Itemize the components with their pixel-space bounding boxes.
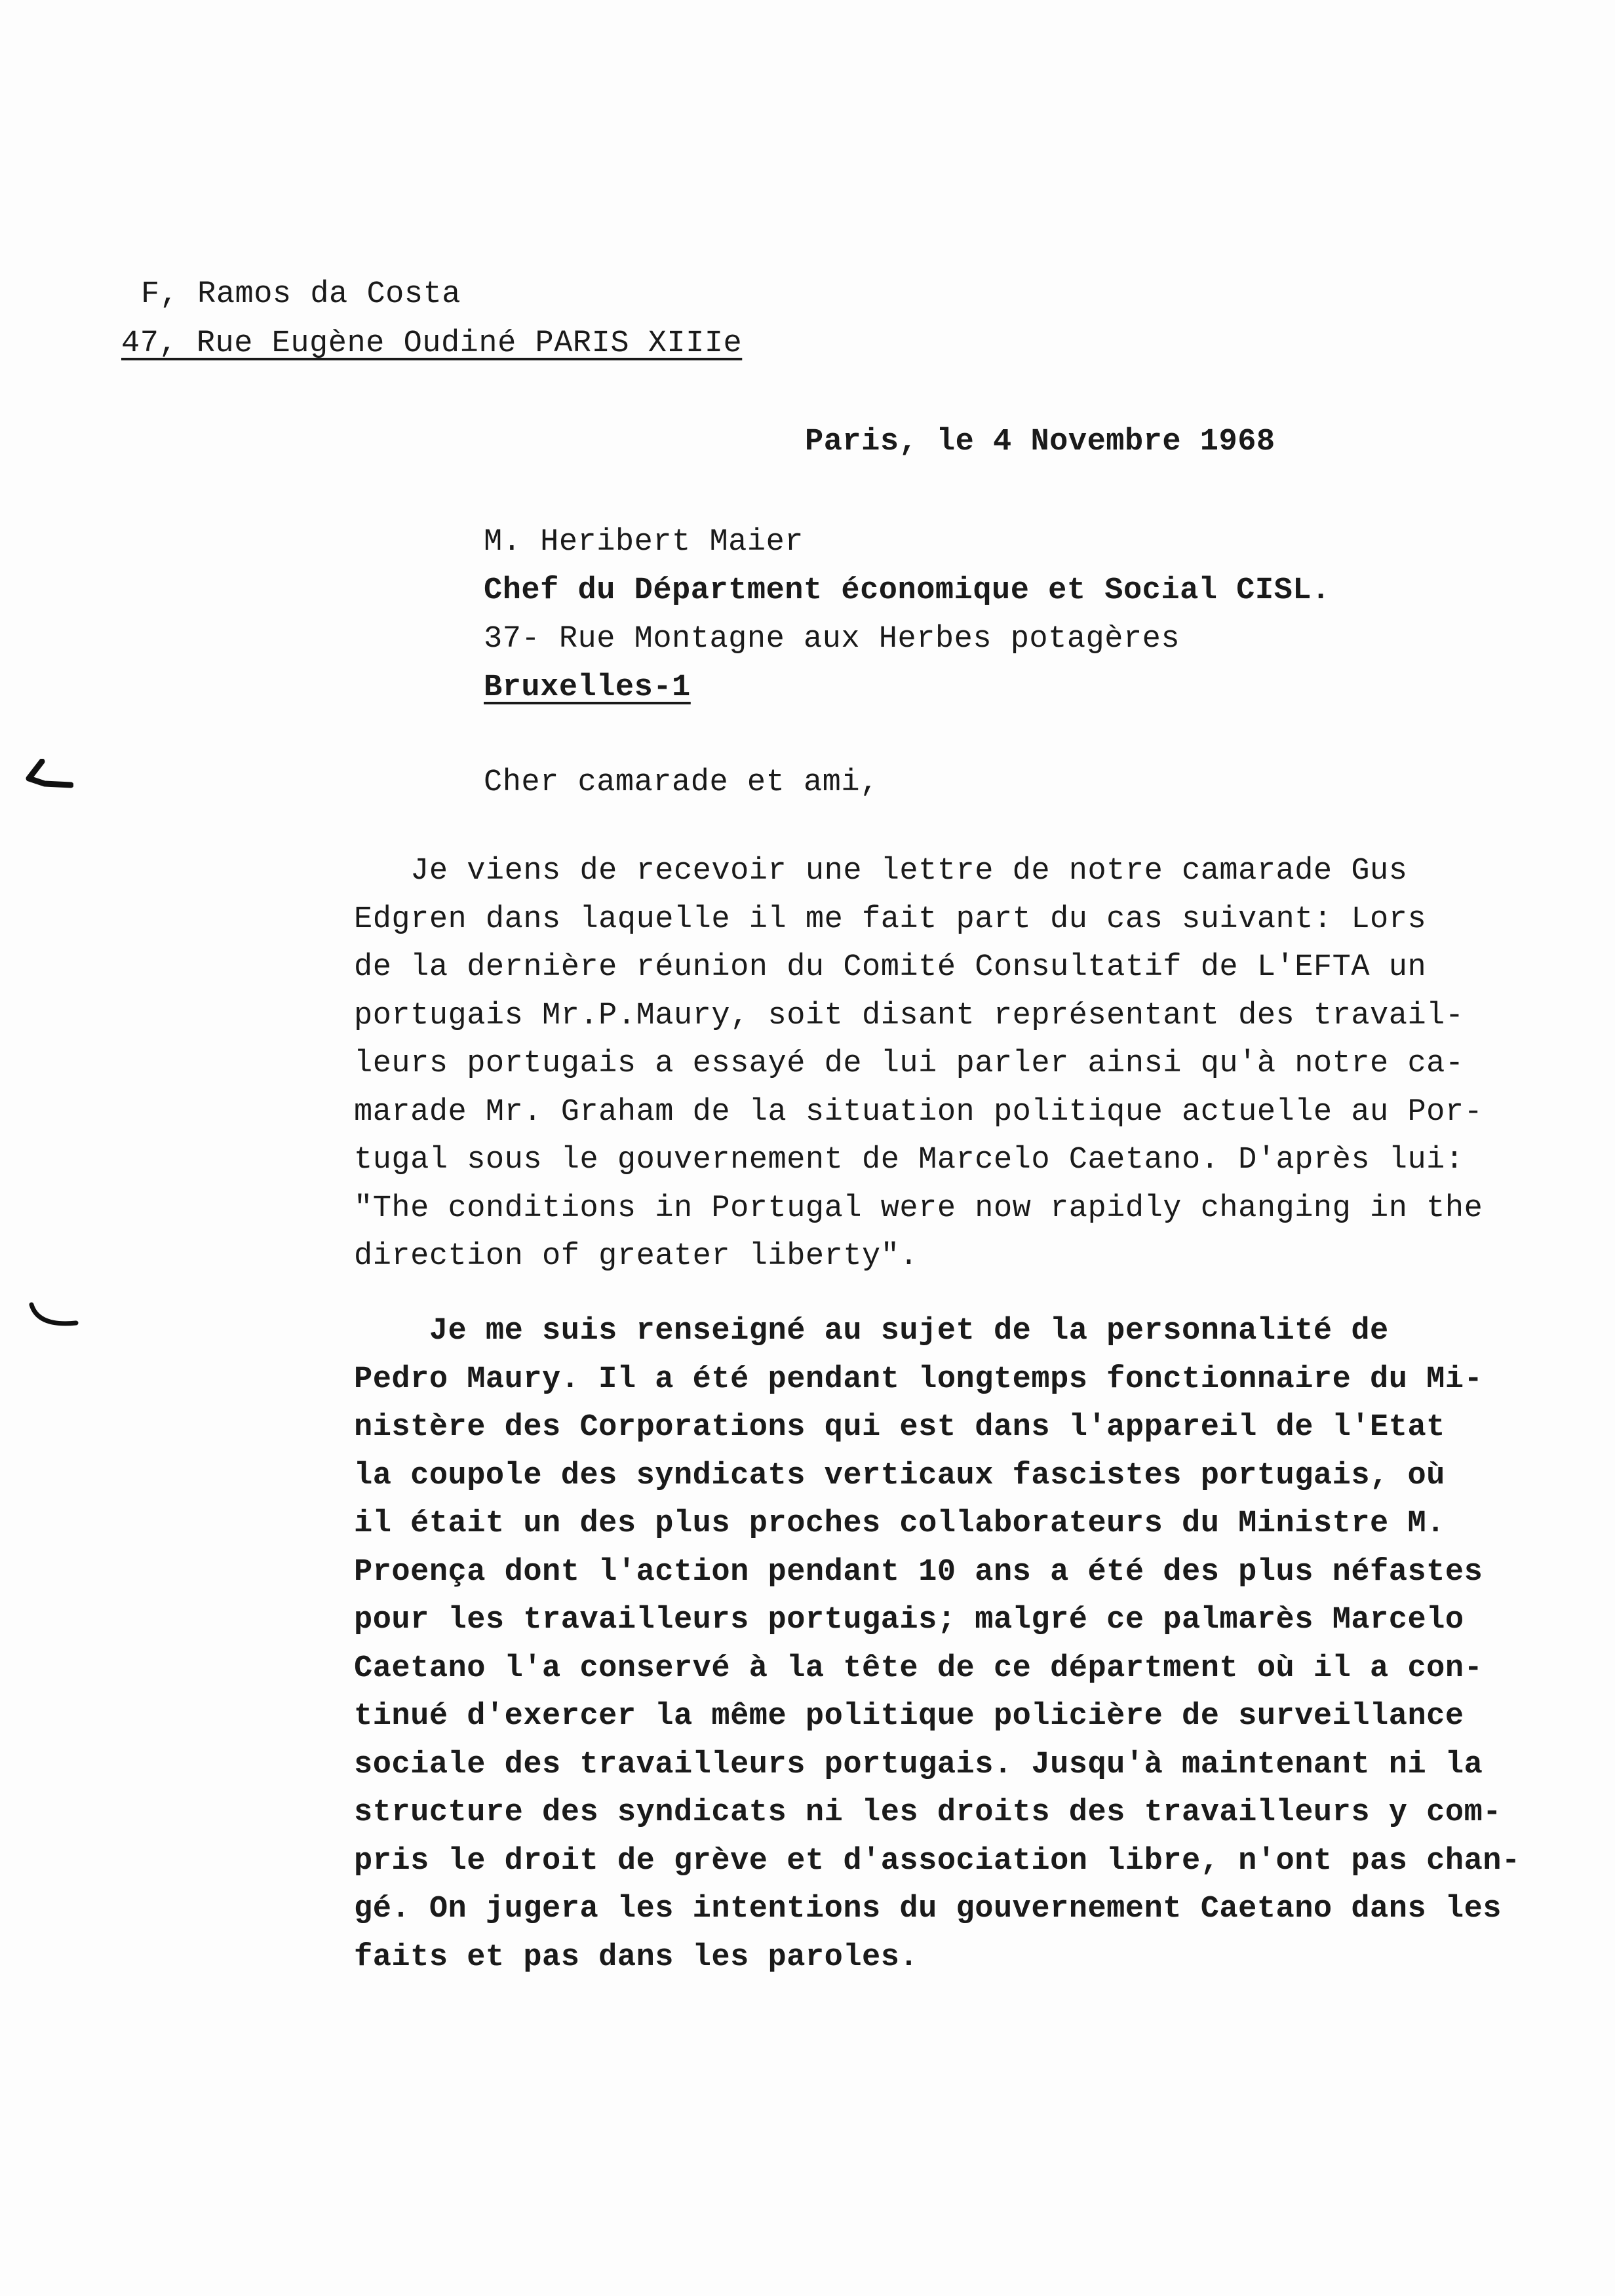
salutation: Cher camarade et ami, xyxy=(484,765,879,800)
paragraph-1 xyxy=(354,847,1586,1281)
hand-drawn-curve-mark-icon xyxy=(28,1301,80,1333)
letter-date: Paris, le 4 Novembre 1968 xyxy=(805,425,1275,459)
paragraph-line: tugal sous le gouvernement de Marcelo Caetano. D'après lui: xyxy=(354,1143,1464,1177)
paragraph-line: Je me suis renseigné au sujet de la personnalité de xyxy=(354,1314,1389,1349)
recipient-street: 37- Rue Montagne aux Herbes potagères xyxy=(484,622,1180,657)
paragraph-line: Caetano l'a conservé à la tête de ce départment où il a con- xyxy=(354,1651,1483,1686)
paragraph-line: sociale des travailleurs portugais. Jusqu'à maintenant ni la xyxy=(354,1747,1483,1782)
sender-address: 47, Rue Eugène Oudiné PARIS XIIIe xyxy=(121,326,743,361)
paragraph-line: il était un des plus proches collaborateurs du Ministre M. xyxy=(354,1506,1445,1541)
paragraph-line: portugais Mr.P.Maury, soit disant représentant des travail- xyxy=(354,998,1464,1033)
paragraph-line: structure des syndicats ni les droits des travailleurs y com- xyxy=(354,1795,1502,1830)
paragraph-2 xyxy=(354,1307,1586,1981)
paragraph-line: Je viens de recevoir une lettre de notre camarade Gus xyxy=(354,854,1408,889)
recipient-city: Bruxelles-1 xyxy=(484,670,691,705)
recipient-title: Chef du Départment économique et Social CISL. xyxy=(484,573,1331,608)
paragraph-line: tinué d'exercer la même politique policière de surveillance xyxy=(354,1699,1464,1734)
paragraph-line: pris le droit de grève et d'association libre, n'ont pas chan- xyxy=(354,1843,1521,1879)
hand-drawn-bracket-mark-icon xyxy=(22,759,73,798)
paragraph-line: gé. On jugera les intentions du gouvernement Caetano dans les xyxy=(354,1892,1502,1926)
recipient-name: M. Heribert Maier xyxy=(484,525,804,560)
paragraph-line: leurs portugais a essayé de lui parler ainsi qu'à notre ca- xyxy=(354,1046,1464,1081)
paragraph-line: la coupole des syndicats verticaux fascistes portugais, où xyxy=(354,1458,1445,1493)
paragraph-line: Edgren dans laquelle il me fait part du cas suivant: Lors xyxy=(354,902,1427,937)
paragraph-line: "The conditions in Portugal were now rapidly changing in the xyxy=(354,1191,1483,1226)
sender-name: F, Ramos da Costa xyxy=(141,277,461,312)
paragraph-line: faits et pas dans les paroles. xyxy=(354,1940,919,1975)
paragraph-line: de la dernière réunion du Comité Consultatif de L'EFTA un xyxy=(354,950,1427,985)
paragraph-line: Proença dont l'action pendant 10 ans a été des plus néfastes xyxy=(354,1554,1483,1590)
paragraph-line: marade Mr. Graham de la situation politique actuelle au Por- xyxy=(354,1094,1483,1130)
paragraph-line: nistère des Corporations qui est dans l'appareil de l'Etat xyxy=(354,1410,1445,1445)
paragraph-line: direction of greater liberty". xyxy=(354,1239,919,1274)
paragraph-line: Pedro Maury. Il a été pendant longtemps fonctionnaire du Mi- xyxy=(354,1362,1483,1397)
paragraph-line: pour les travailleurs portugais; malgré ce palmarès Marcelo xyxy=(354,1603,1464,1637)
